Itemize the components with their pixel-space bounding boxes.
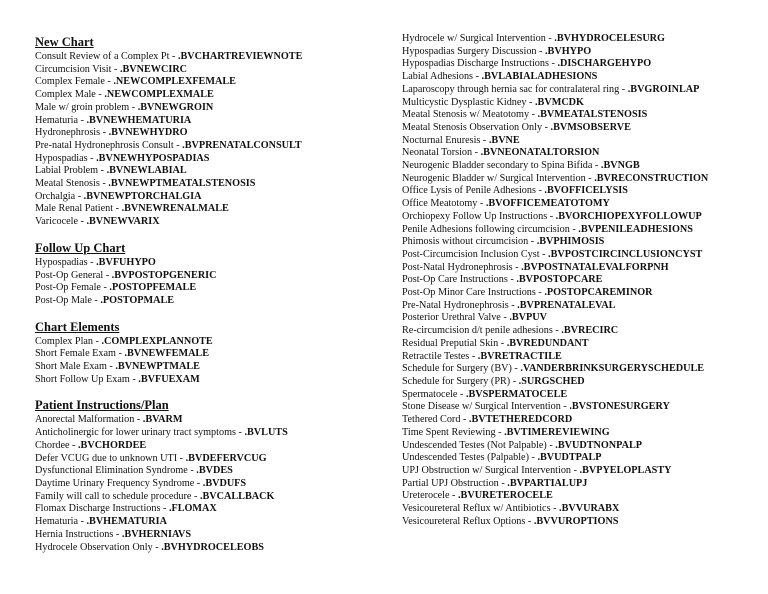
item-code: .BVNEWPTMEATALSTENOSIS: [108, 178, 256, 190]
list-item: [35, 348, 380, 361]
list-item: [35, 257, 380, 270]
item-label: Complex Male -: [35, 89, 105, 101]
list-item: [35, 427, 380, 440]
item-code: .BVHYDROCELESURG: [554, 33, 665, 44]
list-item: [402, 122, 752, 135]
item-code: .BVPUV: [509, 312, 547, 324]
list-item: [402, 236, 752, 249]
list-item: [402, 490, 752, 503]
item-code: .BVMSOBSERVE: [550, 121, 631, 133]
list-item: [35, 270, 380, 283]
item-code: .BVNEWHEMATURIA: [86, 114, 192, 126]
item-code: .BVRETRACTILE: [477, 350, 562, 362]
list-item: [402, 198, 752, 211]
list-item: [35, 165, 380, 178]
list-item: [35, 465, 380, 478]
item-code: .BVTIMEREVIEWING: [504, 426, 610, 438]
item-label: Hypospadias Surgery Discussion -: [402, 45, 545, 57]
list-item: [402, 58, 752, 71]
item-label: Pre-natal Hydronephrosis Consult -: [35, 139, 183, 151]
list-item: [402, 516, 752, 529]
list-item: [35, 282, 380, 295]
list-item: [402, 262, 752, 275]
item-label: Short Male Exam -: [35, 361, 116, 373]
item-code: .BVCALLBACK: [199, 490, 275, 502]
item-code: .BVSTONESURGERY: [569, 401, 670, 413]
item-label: Meatal Stenosis Observation Only -: [402, 121, 551, 133]
item-code: .BVPYELOPLASTY: [579, 464, 672, 476]
list-item: [402, 46, 752, 59]
item-label: Anticholinergic for lower urinary tract symptoms -: [35, 427, 245, 439]
list-item: [35, 178, 380, 191]
list-item: [35, 361, 380, 374]
list-item: [402, 71, 752, 84]
item-label: Hematuria -: [35, 114, 87, 126]
item-label: Circumcision Visit -: [35, 63, 120, 75]
list-item: [402, 211, 752, 224]
list-item: [402, 300, 752, 313]
item-code: .BVNEWPTMALE: [115, 361, 200, 373]
item-label: Dysfunctional Elimination Syndrome -: [35, 465, 197, 477]
list-item: [35, 216, 380, 229]
list-item: [35, 374, 380, 387]
item-code: .BVLUTS: [244, 427, 288, 439]
item-label: Meatal Stenosis w/ Meatotomy -: [402, 109, 538, 121]
list-item: [35, 115, 380, 128]
item-label: Male w/ groin problem -: [35, 101, 138, 113]
item-label: Phimosis without circumcision -: [402, 236, 537, 248]
item-code: .BVOFFICELYSIS: [544, 185, 628, 197]
item-label: Hypospadias -: [35, 256, 97, 268]
list-item: [402, 274, 752, 287]
item-label: Laparoscopy through hernia sac for contralateral ring -: [402, 83, 628, 95]
item-label: Vesicoureteral Reflux w/ Antibiotics -: [402, 503, 560, 515]
left-column: [35, 0, 380, 554]
item-code: .SURGSCHED: [518, 375, 585, 387]
item-code: .BVUDTPALP: [537, 452, 602, 464]
item-label: Daytime Urinary Frequency Syndrome -: [35, 477, 203, 489]
item-label: Post-Op Male -: [35, 294, 101, 306]
item-code: .BVNEWFEMALE: [124, 348, 210, 360]
item-code: .BVARM: [142, 414, 183, 426]
item-label: Hydrocele w/ Surgical Intervention -: [402, 33, 555, 44]
item-label: Office Meatotomy -: [402, 198, 486, 210]
item-label: Vesicoureteral Reflux Options -: [402, 515, 534, 527]
item-code: .BVTETHEREDCORD: [468, 414, 573, 426]
item-label: Hypospadias Discharge Instructions -: [402, 58, 558, 70]
item-label: Residual Preputial Skin -: [402, 337, 507, 349]
item-code: .BVHYPO: [545, 45, 592, 57]
item-label: Labial Adhesions -: [402, 71, 482, 83]
item-label: Defer VCUG due to unknown UTI -: [35, 452, 186, 464]
list-item: [35, 336, 380, 349]
item-label: Hematuria -: [35, 516, 87, 528]
list-item: [402, 427, 752, 440]
list-item: [402, 465, 752, 478]
item-label: Post-Op General -: [35, 269, 112, 281]
list-item: [35, 529, 380, 542]
item-label: Varicocele -: [35, 216, 87, 228]
item-code: .BVDES: [196, 465, 233, 477]
item-code: .BVLABIALADHESIONS: [481, 71, 598, 83]
list-item: [402, 33, 752, 46]
list-item: [402, 185, 752, 198]
list-item: [35, 140, 380, 153]
item-code: .BVPHIMOSIS: [536, 236, 605, 248]
item-code: .BVPENILEADHESIONS: [578, 223, 693, 235]
item-label: Re-circumcision d/t penile adhesions -: [402, 325, 562, 337]
item-label: Orchalgia -: [35, 190, 84, 202]
item-label: Anorectal Malformation -: [35, 414, 143, 426]
list-item: [35, 453, 380, 466]
item-code: .BVNEWPTORCHALGIA: [83, 190, 202, 202]
section-continued: [402, 33, 752, 528]
list-item: [402, 97, 752, 110]
list-item: [35, 491, 380, 504]
item-code: .BVHYDROCELEOBS: [161, 541, 264, 553]
list-item: [35, 295, 380, 308]
item-label: Hydrocele Observation Only -: [35, 541, 162, 553]
item-code: .BVCHARTREVIEWNOTE: [177, 51, 303, 62]
item-label: Neonatal Torsion -: [402, 147, 481, 159]
item-label: Time Spent Reviewing -: [402, 426, 505, 438]
item-label: UPJ Obstruction w/ Surgical Intervention -: [402, 464, 580, 476]
list-item: [35, 503, 380, 516]
section-new-chart: [35, 35, 380, 229]
section-heading: New Chart: [35, 35, 94, 49]
list-item: [402, 173, 752, 186]
item-label: Male Renal Patient -: [35, 203, 122, 215]
item-label: Complex Female -: [35, 76, 114, 88]
item-label: Consult Review of a Complex Pt -: [35, 51, 178, 62]
item-label: Chordee -: [35, 439, 78, 451]
item-code: .BVNEWHYDRO: [108, 127, 188, 139]
section-heading: Patient Instructions/Plan: [35, 398, 169, 413]
list-item: [402, 135, 752, 148]
item-code: .BVMCDK: [535, 96, 584, 108]
list-item: [35, 478, 380, 491]
item-label: Retractile Testes -: [402, 350, 478, 362]
list-item: [35, 542, 380, 555]
item-code: .BVURETEROCELE: [458, 490, 553, 502]
list-item: [35, 203, 380, 216]
item-label: Office Lysis of Penile Adhesions -: [402, 185, 545, 197]
item-code: .BVPRENATALEVAL: [517, 299, 616, 311]
item-code: .FLOMAX: [168, 503, 217, 515]
list-item: [402, 287, 752, 300]
list-item: [402, 325, 752, 338]
list-item: [402, 389, 752, 402]
list-item: [402, 84, 752, 97]
item-code: .BVPOSTNATALEVALFORPNH: [521, 261, 669, 273]
item-code: .BVNEWHYPOSPADIAS: [96, 152, 210, 164]
item-code: .DISCHARGEHYPO: [557, 58, 652, 70]
list-item: [402, 338, 752, 351]
item-label: Pre-Natal Hydronephrosis -: [402, 299, 518, 311]
list-item: [35, 102, 380, 115]
item-label: Hernia Instructions -: [35, 528, 122, 540]
list-item: [35, 51, 380, 64]
item-code: .BVOFFICEMEATOTOMY: [485, 198, 610, 210]
list-item: [35, 153, 380, 166]
item-code: .BVHEMATURIA: [86, 516, 167, 528]
list-item: [402, 414, 752, 427]
item-label: Post-Op Female -: [35, 282, 110, 294]
item-code: .BVFUEXAM: [138, 373, 200, 385]
item-code: .VANDERBRINKSURGERYSCHEDULE: [520, 363, 705, 375]
right-column: [402, 0, 752, 528]
item-label: Family will call to schedule procedure -: [35, 490, 200, 502]
list-item: [402, 478, 752, 491]
item-label: Tethered Cord -: [402, 414, 469, 426]
item-code: .BVCHORDEE: [78, 439, 147, 451]
item-code: .POSTOPMALE: [100, 294, 175, 306]
item-label: Post-Op Minor Care Instructions -: [402, 287, 545, 299]
section-follow-up-chart: [35, 241, 380, 308]
item-code: .BVREDUNDANT: [506, 337, 589, 349]
item-code: .BVPOSTOPCARE: [516, 274, 603, 286]
item-code: .BVDUFS: [202, 477, 247, 489]
item-label: Post-Natal Hydronephrosis -: [402, 261, 522, 273]
list-item: [35, 127, 380, 140]
item-code: .BVNGB: [600, 160, 640, 172]
list-item: [35, 64, 380, 77]
item-code: .BVSPERMATOCELE: [465, 388, 568, 400]
item-code: .BVNEONATALTORSION: [480, 147, 600, 159]
item-code: .BVPOSTOPGENERIC: [111, 269, 217, 281]
section-heading: Follow Up Chart: [35, 240, 126, 255]
list-item: [402, 312, 752, 325]
item-code: .POSTOPFEMALE: [109, 282, 197, 294]
item-code: .BVPARTIALUPJ: [507, 477, 588, 489]
list-item: [402, 452, 752, 465]
item-code: .BVHERNIAVS: [121, 528, 192, 540]
item-label: Complex Plan -: [35, 335, 102, 347]
item-label: Post-Op Care Instructions -: [402, 274, 517, 286]
item-label: Neurogenic Bladder secondary to Spina Bifida -: [402, 160, 601, 172]
item-code: .BVRECIRC: [561, 325, 619, 337]
item-label: Posterior Urethral Valve -: [402, 312, 510, 324]
item-code: .BVFUHYPO: [96, 256, 156, 268]
item-code: .COMPLEXPLANNOTE: [101, 335, 213, 347]
item-code: .BVMEATALSTENOSIS: [537, 109, 648, 121]
item-code: .BVVUROPTIONS: [533, 515, 619, 527]
item-label: Post-Circumcision Inclusion Cyst -: [402, 248, 549, 260]
item-label: Orchiopexy Follow Up Instructions -: [402, 210, 556, 222]
list-item: [35, 414, 380, 427]
list-item: [402, 363, 752, 376]
item-label: Hypospadias -: [35, 152, 97, 164]
list-item: [402, 249, 752, 262]
item-label: Partial UPJ Obstruction -: [402, 477, 508, 489]
item-label: Multicystic Dysplastic Kidney -: [402, 96, 535, 108]
list-item: [402, 401, 752, 414]
list-item: [402, 503, 752, 516]
item-code: .BVDEFERVCUG: [185, 452, 267, 464]
item-code: .NEWCOMPLEXMALE: [104, 89, 214, 101]
item-code: .BVPOSTCIRCINCLUSIONCYST: [548, 248, 703, 260]
list-item: [35, 440, 380, 453]
list-item: [402, 160, 752, 173]
item-code: .BVPRENATALCONSULT: [182, 139, 302, 151]
item-label: Meatal Stenosis -: [35, 178, 109, 190]
section-chart-elements: [35, 320, 380, 387]
item-label: Hydronephrosis -: [35, 127, 109, 139]
section-heading: Chart Elements: [35, 319, 120, 334]
list-item: [402, 440, 752, 453]
item-code: .BVNEWGROIN: [137, 101, 214, 113]
list-item: [402, 224, 752, 237]
item-label: Nocturnal Enuresis -: [402, 134, 489, 146]
item-label: Undescended Testes (Palpable) -: [402, 452, 538, 464]
item-label: Ureterocele -: [402, 490, 458, 502]
item-label: Spermatocele -: [402, 388, 466, 400]
item-label: Labial Problem -: [35, 165, 107, 177]
item-code: .BVUDTNONPALP: [555, 439, 642, 451]
item-code: .POSTOPCAREMINOR: [544, 287, 653, 299]
item-code: .BVRECONSTRUCTION: [594, 172, 709, 184]
list-item: [35, 516, 380, 529]
item-code: .BVNEWRENALMALE: [121, 203, 229, 215]
item-label: Neurogenic Bladder w/ Surgical Intervention -: [402, 172, 595, 184]
item-label: Schedule for Surgery (BV) -: [402, 363, 521, 375]
item-code: .BVORCHIOPEXYFOLLOWUP: [555, 210, 702, 222]
item-label: Flomax Discharge Instructions -: [35, 503, 169, 515]
item-code: .BVNEWLABIAL: [106, 165, 187, 177]
section-patient-instructions-plan: [35, 398, 380, 554]
item-code: .NEWCOMPLEXFEMALE: [113, 76, 236, 88]
item-code: .BVVURABX: [559, 503, 620, 515]
list-item: [35, 191, 380, 204]
item-label: Short Follow Up Exam -: [35, 373, 139, 385]
item-label: Schedule for Surgery (PR) -: [402, 375, 519, 387]
list-item: [402, 351, 752, 364]
item-code: .BVNEWCIRC: [119, 63, 188, 75]
list-item: [35, 89, 380, 102]
item-code: .BVNEWVARIX: [86, 216, 160, 228]
list-item: [35, 76, 380, 89]
list-item: [402, 376, 752, 389]
item-code: .BVNE: [488, 134, 520, 146]
item-code: .BVGROINLAP: [627, 83, 700, 95]
item-label: Stone Disease w/ Surgical Intervention -: [402, 401, 570, 413]
list-item: [402, 109, 752, 122]
item-label: Penile Adhesions following circumcision -: [402, 223, 579, 235]
item-label: Undescended Testes (Not Palpable) -: [402, 439, 556, 451]
item-label: Short Female Exam -: [35, 348, 125, 360]
list-item: [402, 147, 752, 160]
